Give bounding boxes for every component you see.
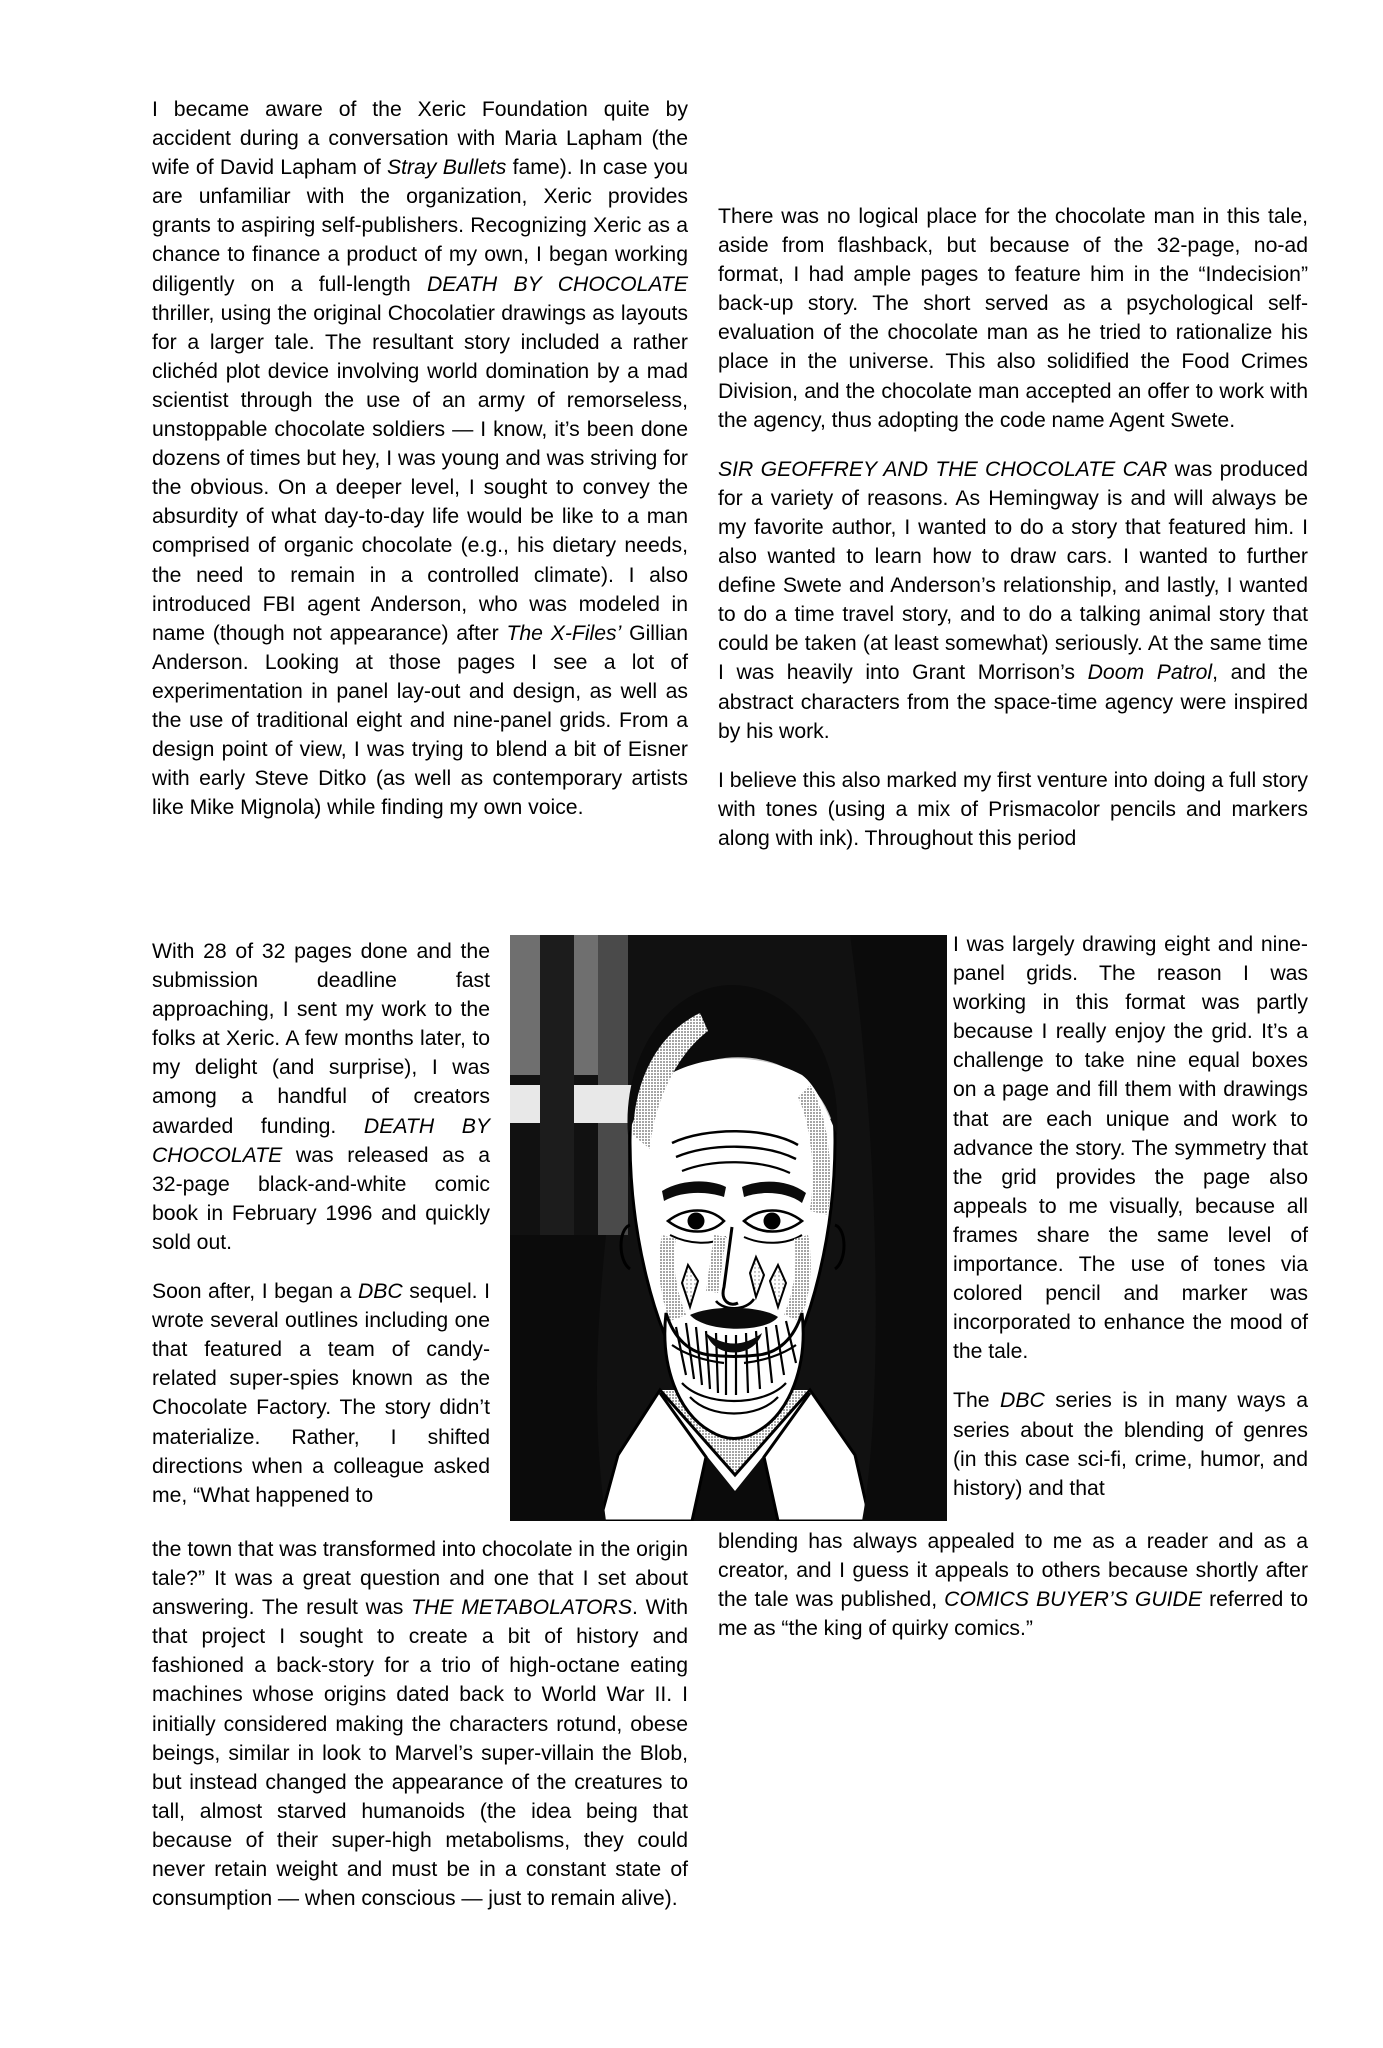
italic-title: Stray Bullets bbox=[387, 156, 507, 180]
paragraph-28-of-32: With 28 of 32 pages done and the submission deadline fast approaching, I sent my work to the folks at Xeric. A few months later, to my delight (and surprise), I was among a handful of creators awarded funding. DEATH BY CHOCOLATE was released as a 32-page black-and-white comic book in February 1996 and quickly sold out. bbox=[152, 940, 490, 1254]
paragraph-blending-reader: blending has always appealed to me as a reader and as a creator, and I guess it appeals to others because shortly after the tale was published, COMICS BUYER’S GUIDE referred to me as “the king of quirky comics.” bbox=[718, 1530, 1308, 1641]
left-column-top bbox=[152, 95, 688, 822]
italic-title: COMICS BUYER’S GUIDE bbox=[944, 1588, 1202, 1612]
right-column-bottom bbox=[718, 1527, 1308, 1643]
portrait-artwork bbox=[510, 935, 947, 1521]
paragraph-chocolate-man: There was no logical place for the chocolate man in this tale, aside from flashback, but because of the 32-page, no-ad format, I had ample pages to feature him in the “Indecision” back-up story. The short served as a psychological self-evaluation of the chocolate man as he tried to rationalize his place in the universe. This also solidified the Food Crimes Division, and the chocolate man accepted an offer to work with the agency, thus adopting the code name Agent Swete. bbox=[718, 205, 1308, 432]
italic-title: SIR GEOFFREY AND THE CHOCOLATE CAR bbox=[718, 457, 1168, 481]
italic-title: The X-Files’ bbox=[506, 621, 622, 645]
left-column-narrow bbox=[152, 937, 490, 1510]
paragraph-sir-geoffrey: SIR GEOFFREY AND THE CHOCOLATE CAR was produced for a variety of reasons. As Hemingway is and will always be my favorite author, I wanted to do a story that featured him. I also wanted to learn how to draw cars. I wanted to further define Swete and Anderson’s relationship, and lastly, I wanted to do a time travel story, and to do a talking animal story that could be taken (at least somewhat) seriously. At the same time I was heavily into Grant Morrison’s Doom Patrol, and the abstract characters from the space-time agency were inspired by his work. bbox=[718, 457, 1309, 743]
paragraph-tones-intro: I believe this also marked my first venture into doing a full story with tones (using a mix of Prismacolor pencils and markers along with ink). Throughout this period bbox=[718, 768, 1308, 850]
italic-title: DBC bbox=[357, 1280, 403, 1304]
right-column-top bbox=[718, 202, 1308, 853]
paragraph-dbc-genres: The DBC series is in many ways a series about the blending of genres (in this case sci-fi, crime, humor, and history) and that bbox=[953, 1389, 1308, 1500]
paragraph-dbc-sequel: Soon after, I began a DBC sequel. I wrote several outlines including one that featured a team of candy-related super-spies known as the Chocolate Factory. The story didn’t materialize. Rather, I shifted directions when a colleague asked me, “What happened to bbox=[152, 1280, 490, 1507]
italic-title: DEATH BY CHOCOLATE bbox=[152, 1114, 490, 1167]
left-column-bottom bbox=[152, 1535, 688, 1913]
italic-title: THE METABOLATORS bbox=[411, 1596, 632, 1620]
paragraph-metabolators: the town that was transformed into chocolate in the origin tale?” It was a great question and one that I set about answering. The result was THE METABOLATORS. With that project I sought to create a bit of history and fashioned a back-story for a trio of high-octane eating machines whose origins dated back to World War II. I initially considered making the characters rotund, obese beings, similar in look to Marvel’s super-villain the Blob, but instead changed the appearance of the creatures to tall, almost starved humanoids (the idea being that because of their super-high metabolisms, they could never retain weight and must be in a constant state of consumption — when conscious — just to remain alive). bbox=[152, 1538, 688, 1911]
portrait-illustration bbox=[510, 935, 947, 1521]
right-column-narrow bbox=[953, 930, 1308, 1503]
italic-title: DBC bbox=[1000, 1389, 1045, 1413]
italic-title: Doom Patrol bbox=[1087, 661, 1213, 685]
paragraph-xeric-foundation: I became aware of the Xeric Foundation quite by accident during a conversation with Maria Lapham (the wife of David Lapham of Stray Bullets fame). In case you are unfamiliar with the organization, Xeric provides grants to aspiring self-publishers. Recognizing Xeric as a chance to finance a product of my own, I began working diligently on a full-length DEATH BY CHOCOLATE thriller, using the original Chocolatier drawings as layouts for a larger tale. The resultant story included a rather clichéd plot device involving world domination by a mad scientist through the use of an army of remorseless, unstoppable chocolate soldiers — I know, it’s been done dozens of times but hey, I was young and was striving for the obvious. On a deeper level, I sought to convey the absurdity of what day-to-day life would be like to a man comprised of organic chocolate (e.g., his dietary needs, the need to remain in a controlled climate). I also introduced FBI agent Anderson, who was modeled in name (though not appearance) after The X-Files’ Gillian Anderson. Looking at those pages I see a lot of experimentation in panel lay-out and design, as well as the use of traditional eight and nine-panel grids. From a design point of view, I was trying to blend a bit of Eisner with early Steve Ditko (as well as contemporary artists like Mike Mignola) while finding my own voice. bbox=[152, 98, 689, 820]
paragraph-grids: I was largely drawing eight and nine-panel grids. The reason I was working in this format was partly because I really enjoy the grid. It’s a challenge to take nine equal boxes on a page and fill them with drawings that are each unique and work to advance the story. The symmetry that the grid provides the page also appeals to me visually, because all frames share the same level of importance. The use of tones via colored pencil and marker was incorporated to enhance the mood of the tale. bbox=[953, 933, 1308, 1364]
italic-title: DEATH BY CHOCOLATE bbox=[426, 272, 689, 296]
